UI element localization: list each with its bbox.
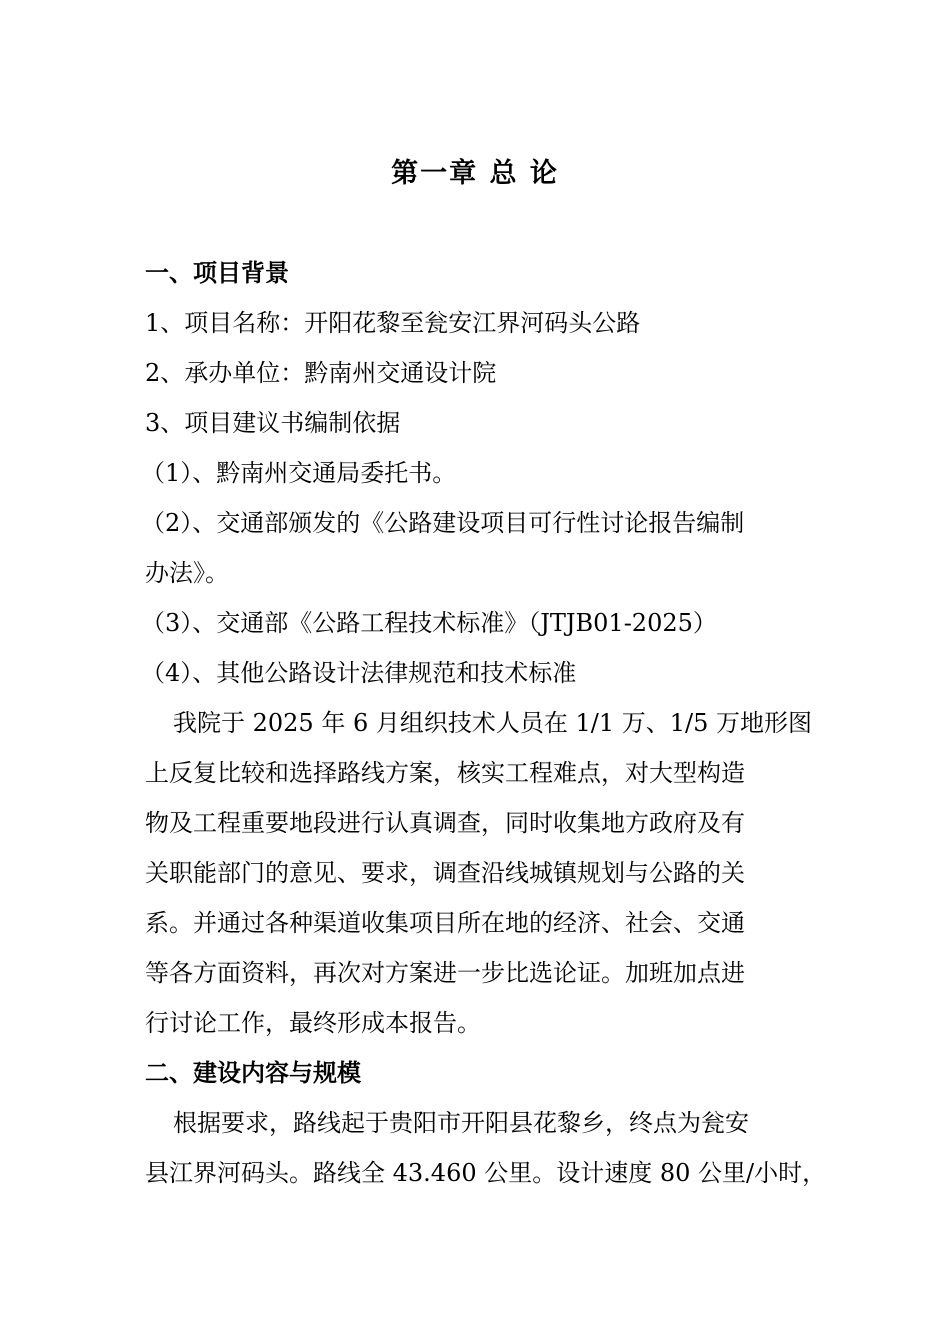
- paragraph-line: 我院于 2025 年 6 月组织技术人员在 1/1 万、1/5 万地形图: [173, 709, 812, 737]
- background-paragraph: [145, 698, 815, 1048]
- paragraph-line: 关职能部门的意见、要求，调查沿线城镇规划与公路的关: [145, 859, 745, 887]
- organizer-line: 2、承办单位：黔南州交通设计院: [145, 359, 497, 387]
- basis-title-line: 3、项目建议书编制依据: [145, 409, 401, 437]
- paragraph-line: 系。并通过各种渠道收集项目所在地的经济、社会、交通: [145, 909, 745, 937]
- scope-paragraph: [145, 1098, 827, 1198]
- document-body: [141, 248, 827, 1198]
- basis-item-1: （1）、黔南州交通局委托书。: [141, 459, 457, 487]
- paragraph-line: 根据要求，路线起于贵阳市开阳县花黎乡，终点为瓮安: [173, 1109, 749, 1137]
- basis-item-3: （3）、交通部《公路工程技术标准》（JTJB01-2025）: [141, 609, 717, 637]
- basis-item-2-line-1: （2）、交通部颁发的《公路建设项目可行性讨论报告编制: [141, 509, 745, 537]
- project-name-line: 1、项目名称：开阳花黎至瓮安江界河码头公路: [145, 309, 641, 337]
- section-heading-construction-scope: 二、建设内容与规模: [145, 1058, 361, 1087]
- basis-item-2-line-2: 办法》。: [145, 559, 229, 587]
- paragraph-line: 等各方面资料，再次对方案进一步比选论证。加班加点进: [145, 959, 745, 987]
- paragraph-line: 行讨论工作，最终形成本报告。: [145, 1009, 481, 1037]
- paragraph-line: 县江界河码头。路线全 43.460 公里。设计速度 80 公里/小时，: [145, 1159, 827, 1187]
- chapter-title: 第一章 总 论: [391, 158, 559, 189]
- paragraph-line: 物及工程重要地段进行认真调查，同时收集地方政府及有: [145, 809, 745, 837]
- basis-item-4: （4）、其他公路设计法律规范和技术标准: [141, 659, 577, 687]
- section-heading-project-background: 一、项目背景: [145, 258, 289, 287]
- paragraph-line: 上反复比较和选择路线方案，核实工程难点，对大型构造: [145, 759, 745, 787]
